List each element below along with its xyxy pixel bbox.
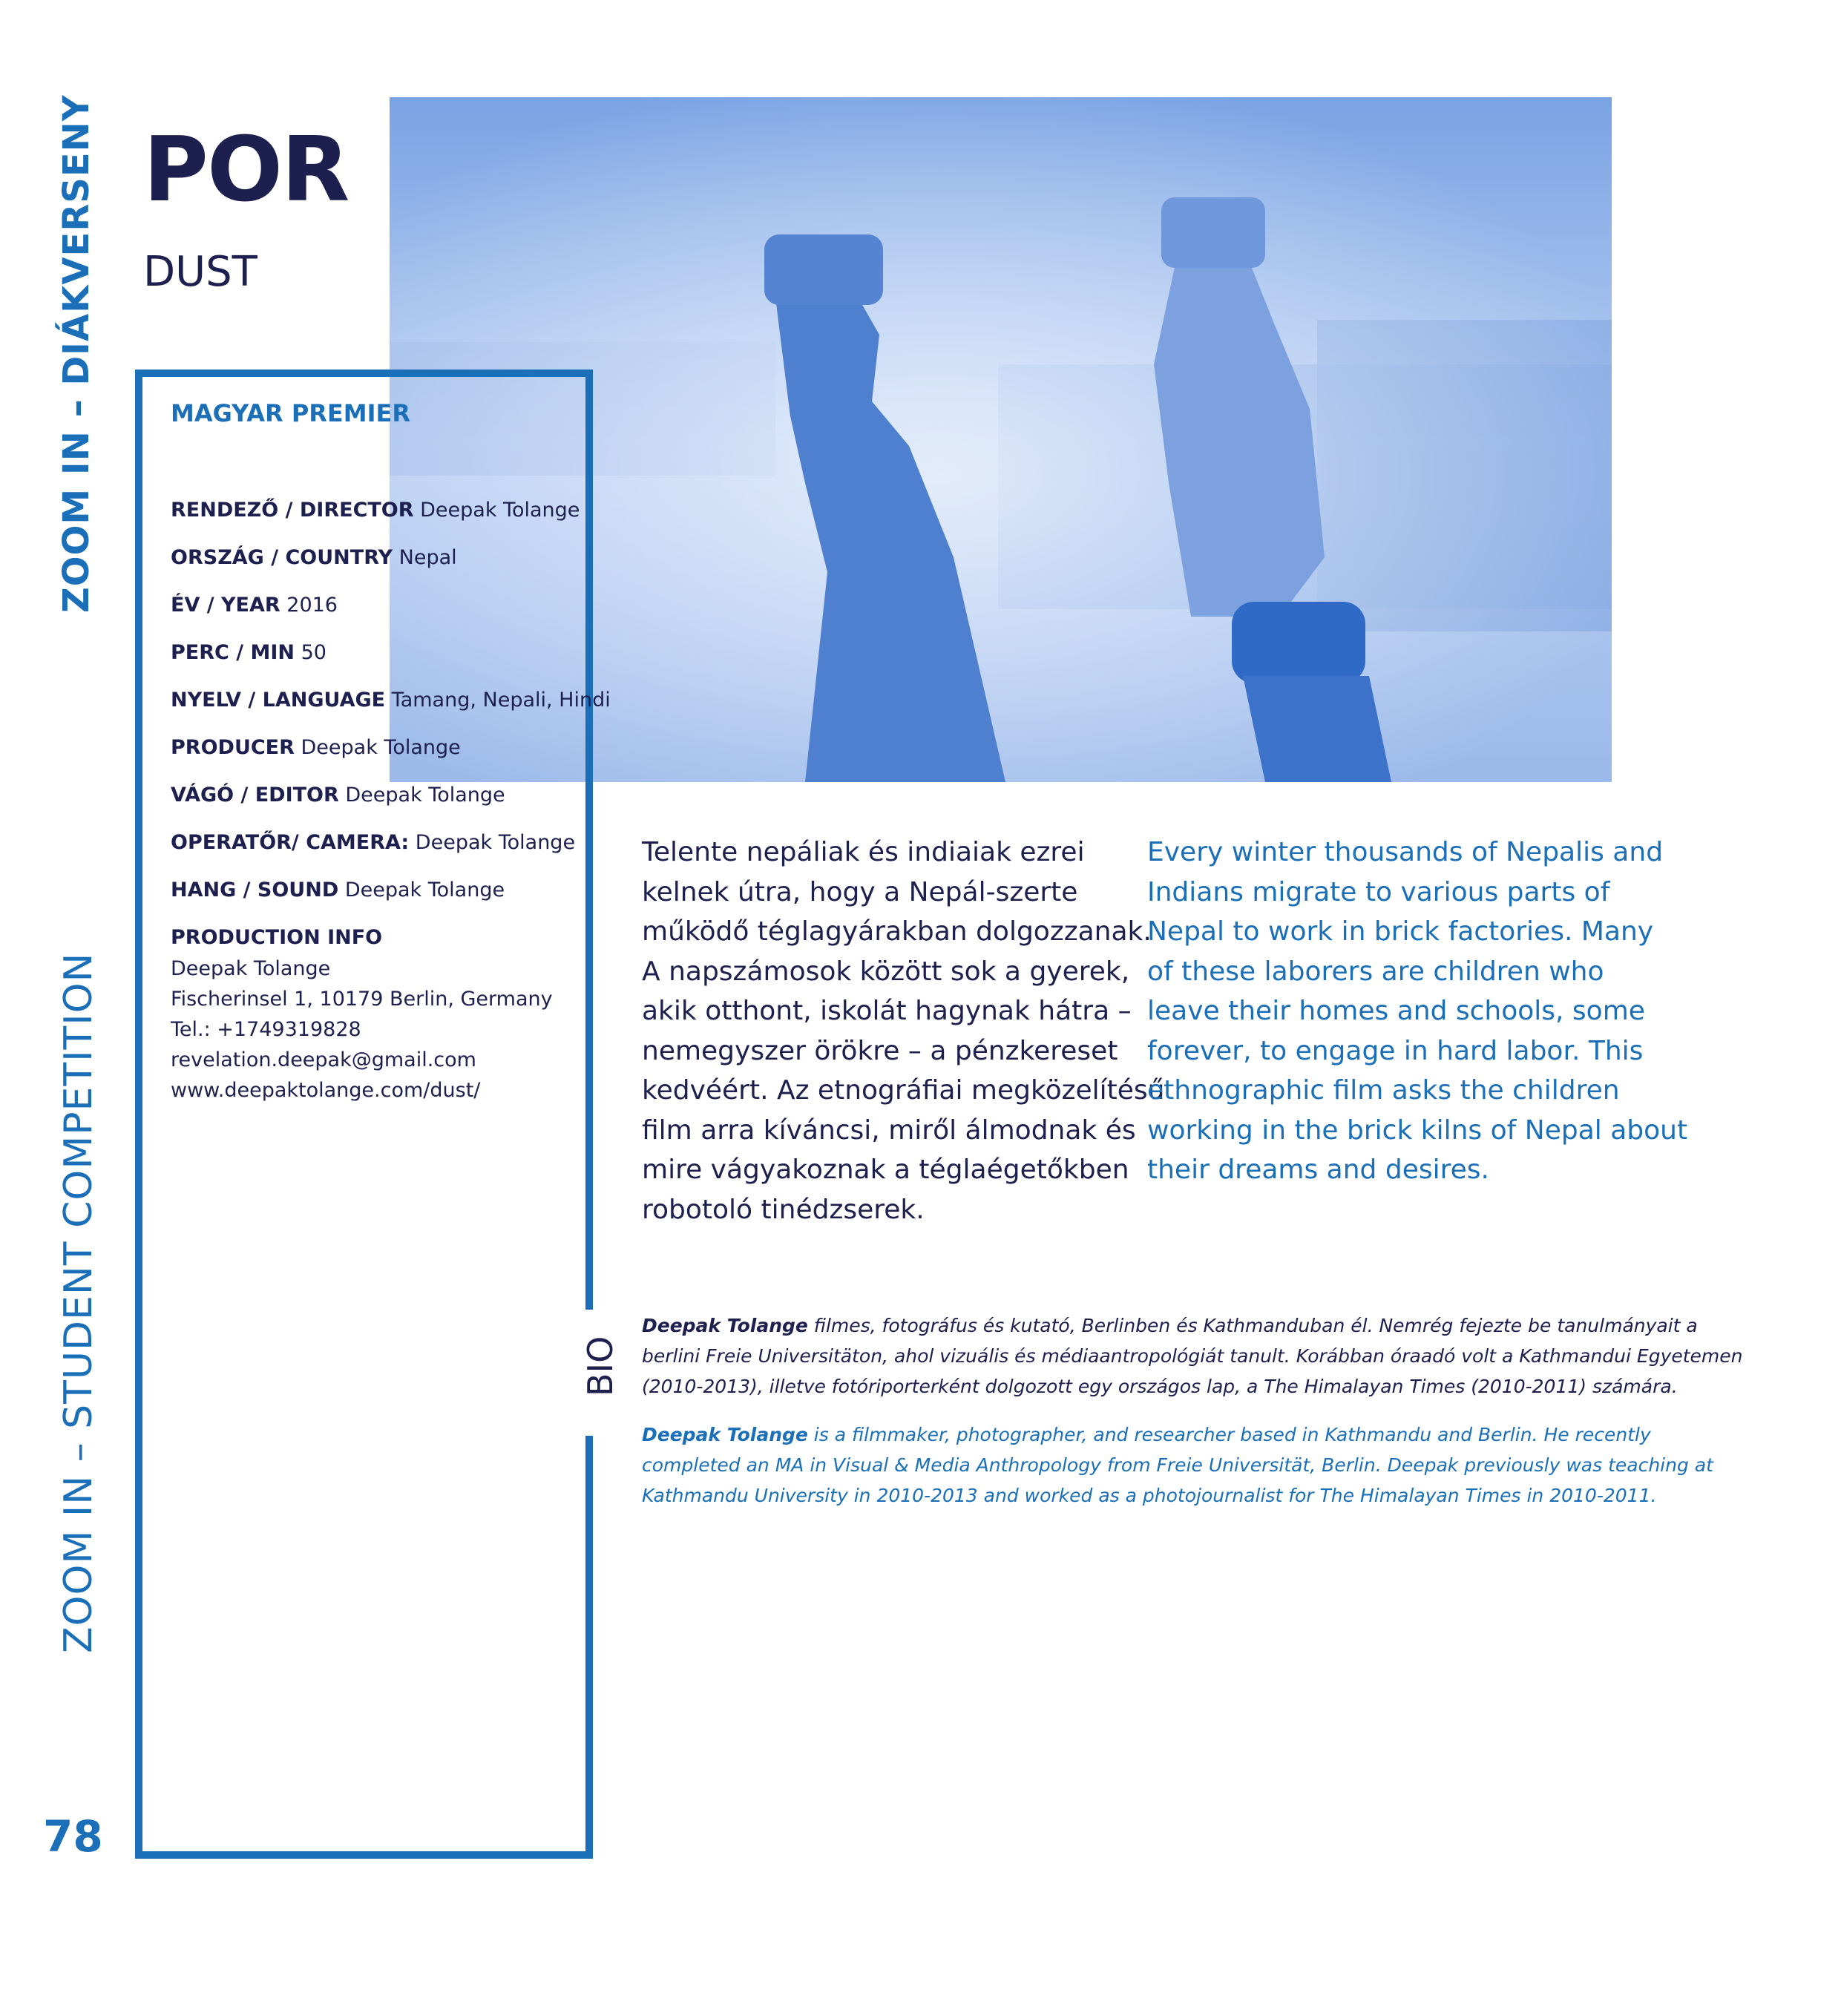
synopsis-en: Every winter thousands of Nepalis and Indians migrate to various parts of Nepal to work in brick factories. Many of these laborers are children who leave their homes and schools, some forever, to engage in hard labor. This ethnographic film asks the children working in the brick kilns of Nepal about their dreams and desires. [1147, 837, 1688, 1185]
production-info-label: PRODUCTION INFO [171, 926, 383, 949]
bio-label: BIO [580, 1336, 620, 1396]
page-number: 78 [43, 1811, 103, 1862]
credit-minutes: PERC / MIN 50 [171, 641, 326, 664]
credit-sound: HANG / SOUND Deepak Tolange [171, 879, 505, 902]
section-label-en: ZOOM IN – STUDENT COMPETITION [56, 952, 101, 1653]
credit-director: RENDEZŐ / DIRECTOR Deepak Tolange [171, 499, 580, 522]
credit-camera: OPERATŐR/ CAMERA: Deepak Tolange [171, 831, 576, 854]
bio-en: Deepak Tolange is a filmmaker, photographer, and researcher based in Kathmandu and Berlin. He recently completed an MA in Visual & Media Anthropology from Freie Universität, Berlin. Deepak previously was teaching at Kathmandu University in 2010-2013 and worked as a photojournalist for The Himalayan Times in 2010-2011. [642, 1424, 1713, 1506]
credit-year: ÉV / YEAR 2016 [171, 594, 338, 617]
section-label-hu: ZOOM IN – DIÁKVERSENY [56, 94, 97, 613]
credit-editor: VÁGÓ / EDITOR Deepak Tolange [171, 784, 505, 807]
premier-label: MAGYAR PREMIER [171, 399, 411, 427]
production-info-email: revelation.deepak@gmail.com [171, 1048, 476, 1071]
credit-producer: PRODUCER Deepak Tolange [171, 736, 461, 759]
production-info-line: Deepak Tolange [171, 957, 331, 980]
production-info-website: www.deepaktolange.com/dust/ [171, 1079, 481, 1102]
credit-language: NYELV / LANGUAGE Tamang, Nepali, Hindi [171, 689, 611, 712]
bio-hu: Deepak Tolange filmes, fotográfus és kutató, Berlinben és Kathmanduban él. Nemrég fejezte be tanulmányait a berlini Freie Universitäton, ahol vizuális és médiaantropológiát tanult. Korábban óraadó volt a Kathmandui Egyetemen (2010-2013), illetve fotóriporterként dolgozott egy országos lap, a The Himalayan Times (2010-2011) számára. [642, 1315, 1743, 1397]
synopsis-hu: Telente nepáliak és indiaiak ezrei kelnek útra, hogy a Nepál-szerte működő téglagyárakban dolgozzanak. A napszámosok között sok a gyerek, akik otthont, iskolát hagynak hátra – nemegyszer örökre – a pénzkereset kedvéért. Az etnográfiai megközelítésű film arra kíváncsi, miről álmodnak és mire vágyakoznak a téglaégetőkben robotoló tinédzserek. [642, 837, 1165, 1225]
production-info-line: Tel.: +1749319828 [171, 1018, 361, 1041]
credit-country: ORSZÁG / COUNTRY Nepal [171, 546, 457, 569]
production-info-line: Fischerinsel 1, 10179 Berlin, Germany [171, 988, 553, 1011]
film-subtitle: DUST [143, 248, 257, 296]
film-title: POR [143, 119, 349, 222]
